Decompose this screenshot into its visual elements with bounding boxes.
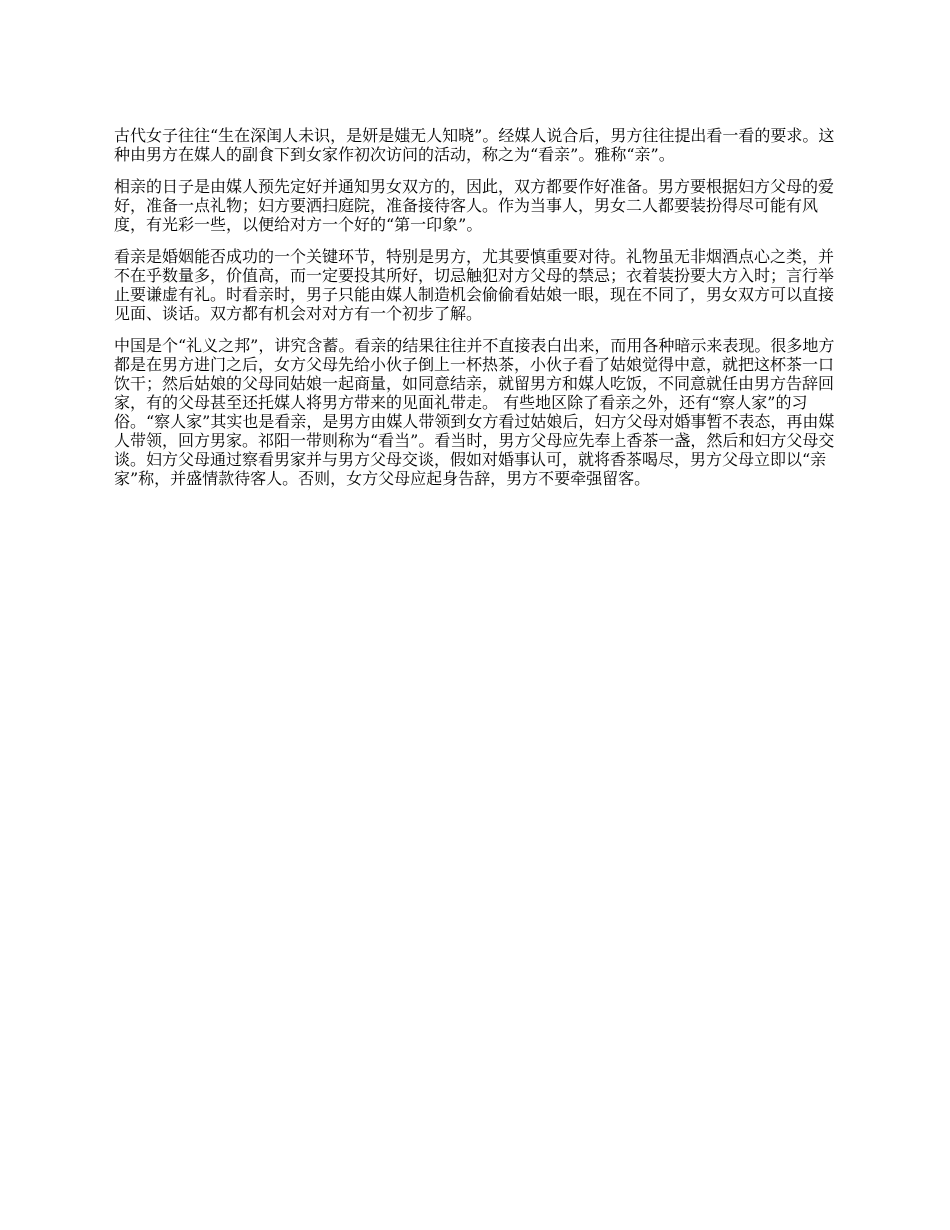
paragraph-key-step: 看亲是婚姻能否成功的一个关键环节，特别是男方，尤其要慎重要对待。礼物虽无非烟酒点心之类，并不在乎数量多，价值高，而一定要投其所好，切忌触犯对方父母的禁忌；衣着装扮要大方入时；言行举止要谦虚有礼。时看亲时，男子只能由媒人制造机会偷偷看姑娘一眼，现在不同了，男女双方可以直接见面、谈话。双方都有机会对对方有一个初步了解。 [114, 247, 835, 323]
document-body [114, 126, 840, 501]
paragraph-preparation: 相亲的日子是由媒人预先定好并通知男女双方的，因此，双方都要作好准备。男方要根据妇方父母的爱好，准备一点礼物；妇方要洒扫庭院，准备接待客人。作为当事人，男女二人都要装扮得尽可能有风度，有光彩一些，以便给对方一个好的“第一印象”。 [114, 177, 835, 234]
paragraph-intro: 古代女子往往“生在深闺人未识，是妍是媸无人知晓”。经媒人说合后，男方往往提出看一看的要求。这种由男方在媒人的副食下到女家作初次访问的活动，称之为“看亲”。雅称“亲”。 [114, 126, 835, 164]
paragraph-customs: 中国是个“礼义之邦”，讲究含蓄。看亲的结果往往并不直接表白出来，而用各种暗示来表现。很多地方都是在男方进门之后，女方父母先给小伙子倒上一杯热茶，小伙子看了姑娘觉得中意，就把这杯茶一口饮干；然后姑娘的父母同姑娘一起商量，如同意结亲，就留男方和媒人吃饭，不同意就任由男方告辞回家，有的父母甚至还托媒人将男方带来的见面礼带走。 有些地区除了看亲之外，还有“察人家”的习俗。“察人家”其实也是看亲，是男方由媒人带领到女方看过姑娘后，妇方父母对婚事暂不表态，再由媒人带领，回方男家。祁阳一带则称为“看当”。看当时，男方父母应先奉上香茶一盏，然后和妇方父母交谈。妇方父母通过察看男家并与男方父母交谈，假如对婚事认可，就将香茶喝尽，男方父母立即以“亲家”称，并盛情款待客人。否则，女方父母应起身告辞，男方不要牵强留客。 [114, 336, 835, 488]
